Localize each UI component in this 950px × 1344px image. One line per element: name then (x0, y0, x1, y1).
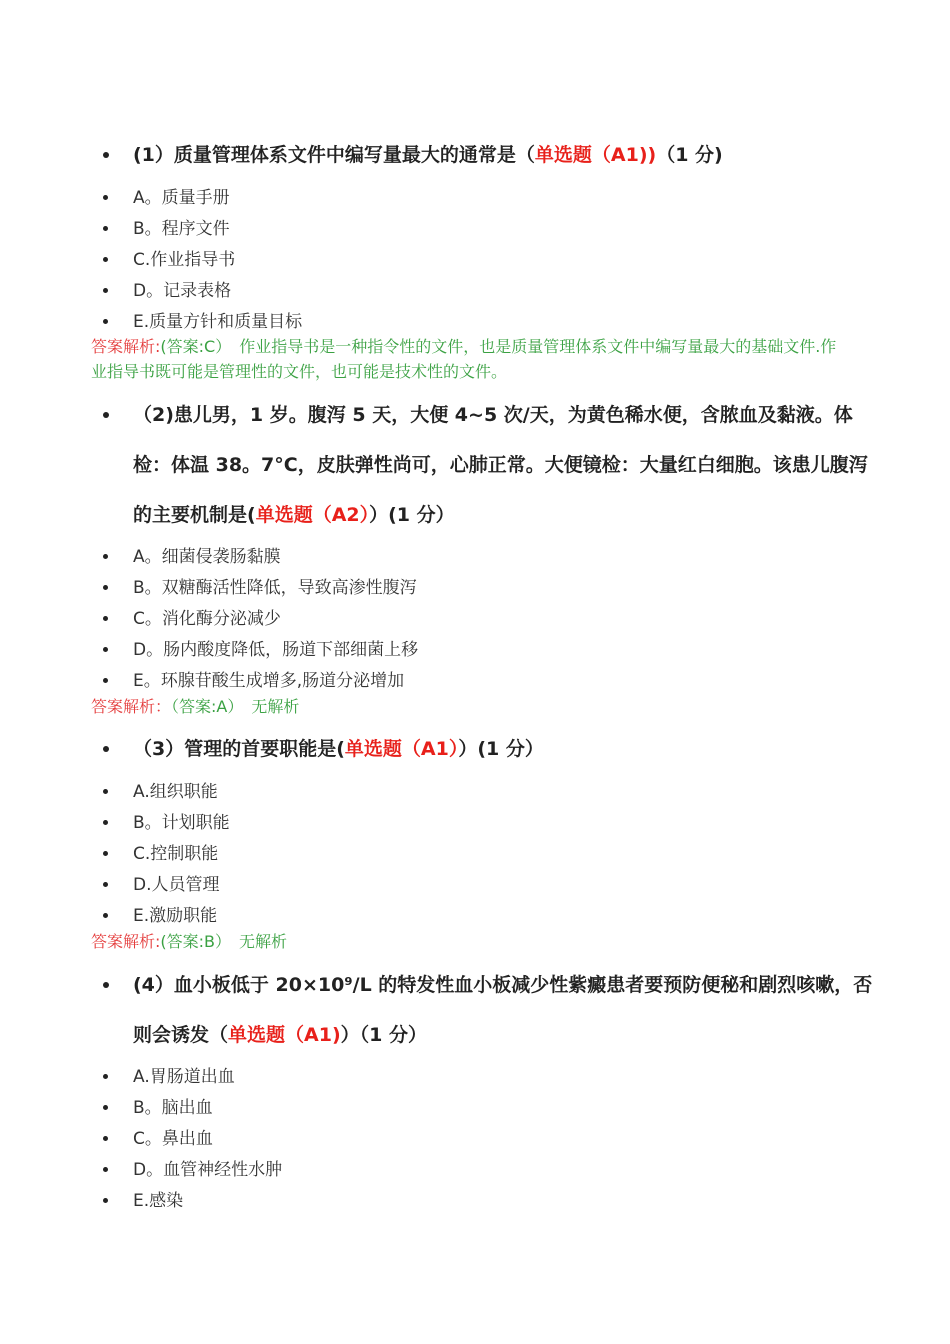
option-text: D.人员管理 (133, 875, 220, 895)
option-item (0, 214, 950, 245)
stem-text: (1）质量管理体系文件中编写量最大的通常是（ (133, 144, 535, 166)
analysis-label: 答案解析： (91, 697, 172, 716)
bullet-icon (103, 1074, 108, 1079)
question-stem (133, 724, 873, 774)
option-text: A.胃肠道出血 (133, 1067, 235, 1087)
option-item (0, 542, 950, 573)
question-type: 单选题（A1)) (534, 144, 657, 166)
analysis-text: （答案:A） 无解析 (171, 697, 300, 716)
question-stem (133, 130, 873, 180)
option-text: D。肠内酸度降低，肠道下部细菌上移 (133, 640, 419, 660)
score-text: ）（1 分） (340, 1024, 427, 1046)
option-text: E.质量方针和质量目标 (133, 312, 303, 332)
option-item (0, 573, 950, 604)
bullet-icon (103, 195, 108, 200)
analysis-label: 答案解析: (91, 932, 161, 951)
bullet-icon (103, 678, 108, 683)
analysis-text: (答案:B） 无解析 (160, 932, 288, 951)
option-item (0, 1062, 950, 1093)
option-text: C.控制职能 (133, 844, 219, 864)
bullet-icon (103, 913, 108, 918)
answer-analysis (91, 929, 851, 954)
option-text: C。消化酶分泌减少 (133, 609, 281, 629)
bullet-icon (103, 226, 108, 231)
question-stem (133, 390, 873, 540)
question-type: 单选题（A2） (255, 504, 370, 526)
bullet-icon (103, 746, 109, 752)
question-type: 单选题（A1) (228, 1024, 341, 1046)
option-item (0, 901, 950, 932)
bullet-icon (103, 647, 108, 652)
option-item (0, 777, 950, 808)
option-text: B。计划职能 (133, 813, 230, 833)
option-text: A。细菌侵袭肠黏膜 (133, 547, 281, 567)
option-text: B。程序文件 (133, 219, 230, 239)
bullet-icon (103, 882, 108, 887)
bullet-icon (103, 789, 108, 794)
option-item (0, 870, 950, 901)
answer-analysis (91, 694, 851, 719)
option-item (0, 808, 950, 839)
analysis-text: (答案:C） 作业指导书是一种指令性的文件，也是质量管理体系文件中编写量最大的基础文件.作业指导书既可能是管理性的文件，也可能是技术性的文件。 (91, 337, 837, 381)
option-item (0, 1124, 950, 1155)
option-text: A。质量手册 (133, 188, 230, 208)
option-item (0, 276, 950, 307)
option-item (0, 1155, 950, 1186)
bullet-icon (103, 319, 108, 324)
stem-text: (4）血小板低于 20×10⁹/L 的特发性血小板减少性紫癜患者要预防便秘和剧烈咳嗽，否则会诱发（ (133, 974, 873, 1046)
option-item (0, 839, 950, 870)
bullet-icon (103, 1136, 108, 1141)
option-item (0, 1093, 950, 1124)
score-text: ）(1 分） (369, 504, 455, 526)
bullet-icon (103, 585, 108, 590)
option-text: E。环腺苷酸生成增多,肠道分泌增加 (133, 671, 405, 691)
bullet-icon (103, 820, 108, 825)
option-text: C.作业指导书 (133, 250, 236, 270)
bullet-icon (103, 1198, 108, 1203)
option-text: B。双糖酶活性降低，导致高渗性腹泻 (133, 578, 417, 598)
bullet-icon (103, 554, 108, 559)
bullet-icon (103, 257, 108, 262)
bullet-icon (103, 412, 109, 418)
stem-text: （2)患儿男，1 岁。腹泻 5 天，大便 4~5 次/天，为黄色稀水便，含脓血及黏液。体检：体温 38。7°C，皮肤弹性尚可，心肺正常。大便镜检：大量红白细胞。该患儿腹泻的主要机制是( (133, 404, 868, 526)
answer-analysis (91, 334, 851, 384)
option-item (0, 666, 950, 697)
option-text: B。脑出血 (133, 1098, 213, 1118)
option-text: E.激励职能 (133, 906, 218, 926)
question-stem (133, 960, 873, 1060)
option-item (0, 183, 950, 214)
option-item (0, 1186, 950, 1217)
option-text: D。血管神经性水肿 (133, 1160, 283, 1180)
bullet-icon (103, 982, 109, 988)
bullet-icon (103, 851, 108, 856)
option-text: E.感染 (133, 1191, 184, 1211)
score-text: ）(1 分） (458, 738, 544, 760)
bullet-icon (103, 1105, 108, 1110)
option-text: C。鼻出血 (133, 1129, 213, 1149)
analysis-label: 答案解析: (91, 337, 161, 356)
option-item (0, 635, 950, 666)
bullet-icon (103, 288, 108, 293)
bullet-icon (103, 1167, 108, 1172)
option-item (0, 245, 950, 276)
question-type: 单选题（A1） (344, 738, 459, 760)
option-item (0, 604, 950, 635)
bullet-icon (103, 152, 109, 158)
option-text: A.组织职能 (133, 782, 218, 802)
bullet-icon (103, 616, 108, 621)
score-text: （1 分) (656, 144, 723, 166)
option-text: D。记录表格 (133, 281, 232, 301)
stem-text: （3）管理的首要职能是( (133, 738, 345, 760)
